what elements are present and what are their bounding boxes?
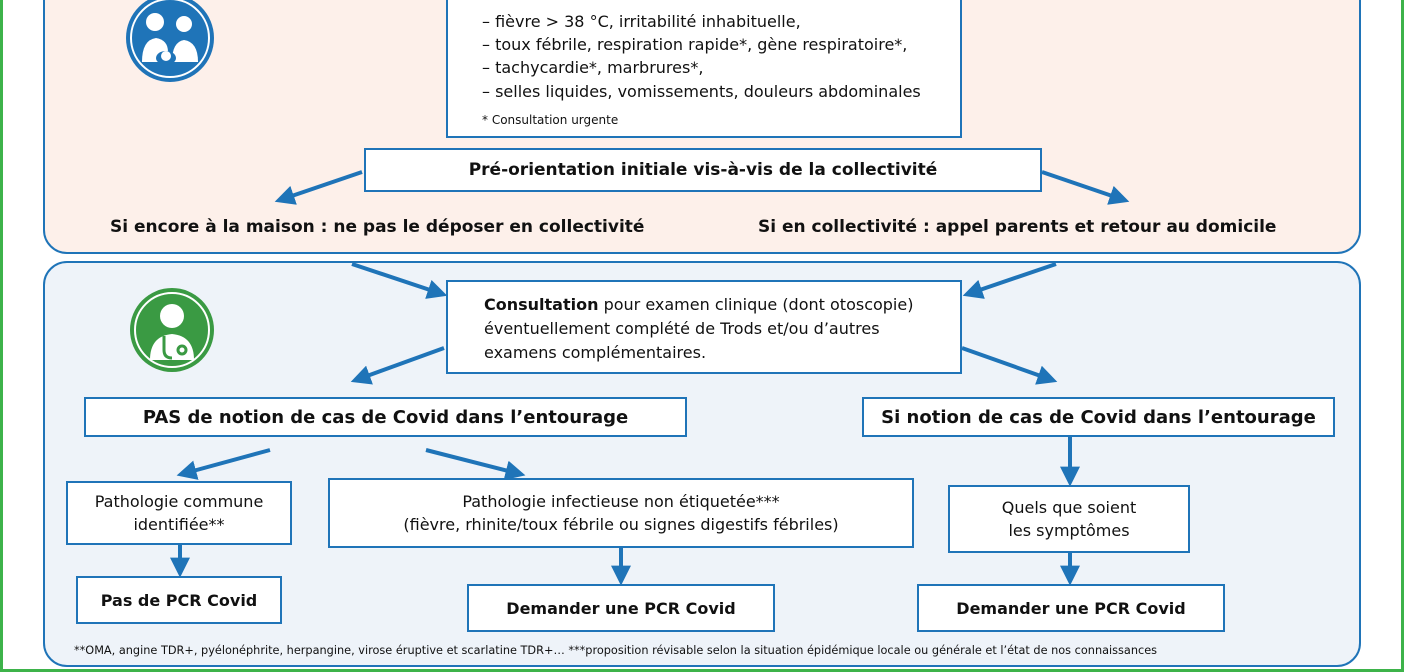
request-pcr-box-1 <box>467 584 775 632</box>
infectious-pathology-box <box>328 478 914 548</box>
family-icon <box>120 0 224 88</box>
consultation-line-1 <box>484 293 913 316</box>
community-branch-label: Si en collectivité : appel parents et retour au domicile <box>758 217 1277 237</box>
any-symptoms-box <box>948 485 1190 553</box>
consultation-text: pour examen clinique (dont otoscopie) <box>598 295 914 314</box>
symptom-item: – selles liquides, vomissements, douleurs abdominales <box>482 82 921 101</box>
symptom-item: – fièvre > 38 °C, irritabilité inhabituelle, <box>482 12 801 31</box>
no-pcr-box <box>76 576 282 624</box>
consultation-line-3: examens complémentaires. <box>484 343 707 362</box>
request-pcr-label-1: Demander une PCR Covid <box>506 598 736 618</box>
symptom-item: – toux fébrile, respiration rapide*, gène respiratoire*, <box>482 35 908 54</box>
infectious-pathology-line-2: (fièvre, rhinite/toux fébrile ou signes digestifs fébriles) <box>403 515 839 534</box>
consultation-bold-label: Consultation <box>484 295 599 314</box>
any-symptoms-line-2: les symptômes <box>1008 521 1130 540</box>
common-pathology-line-1: Pathologie commune <box>94 492 264 511</box>
no-covid-contact-box <box>84 397 687 437</box>
consultation-line-2: éventuellement complété de Trods et/ou d’autres <box>484 319 880 338</box>
pre-orientation-label: Pré-orientation initiale vis-à-vis de la collectivité <box>468 160 938 180</box>
covid-contact-label: Si notion de cas de Covid dans l’entourage <box>881 406 1316 428</box>
home-branch-label: Si encore à la maison : ne pas le déposer en collectivité <box>110 217 645 237</box>
doctor-icon <box>126 284 222 374</box>
infectious-pathology-line-1: Pathologie infectieuse non étiquetée*** <box>462 492 780 511</box>
covid-contact-box <box>862 397 1335 437</box>
no-covid-contact-label: PAS de notion de cas de Covid dans l’entourage <box>142 406 629 428</box>
any-symptoms-line-1: Quels que soient <box>1001 498 1137 517</box>
symptoms-box <box>446 0 962 138</box>
symptom-item: – tachycardie*, marbrures*, <box>482 58 704 77</box>
urgent-note: * Consultation urgente <box>482 113 619 127</box>
request-pcr-box-2 <box>917 584 1225 632</box>
common-pathology-box <box>66 481 292 545</box>
pre-orientation-box <box>364 148 1042 192</box>
no-pcr-label: Pas de PCR Covid <box>100 590 258 610</box>
common-pathology-line-2: identifiée** <box>133 515 225 534</box>
request-pcr-label-2: Demander une PCR Covid <box>956 598 1186 618</box>
consultation-box <box>446 280 962 374</box>
footnote: **OMA, angine TDR+, pyélonéphrite, herpangine, virose éruptive et scarlatine TDR+… ***proposition révisable selon la situation épidémique locale ou générale et l’état de nos connaissances <box>74 644 1158 657</box>
